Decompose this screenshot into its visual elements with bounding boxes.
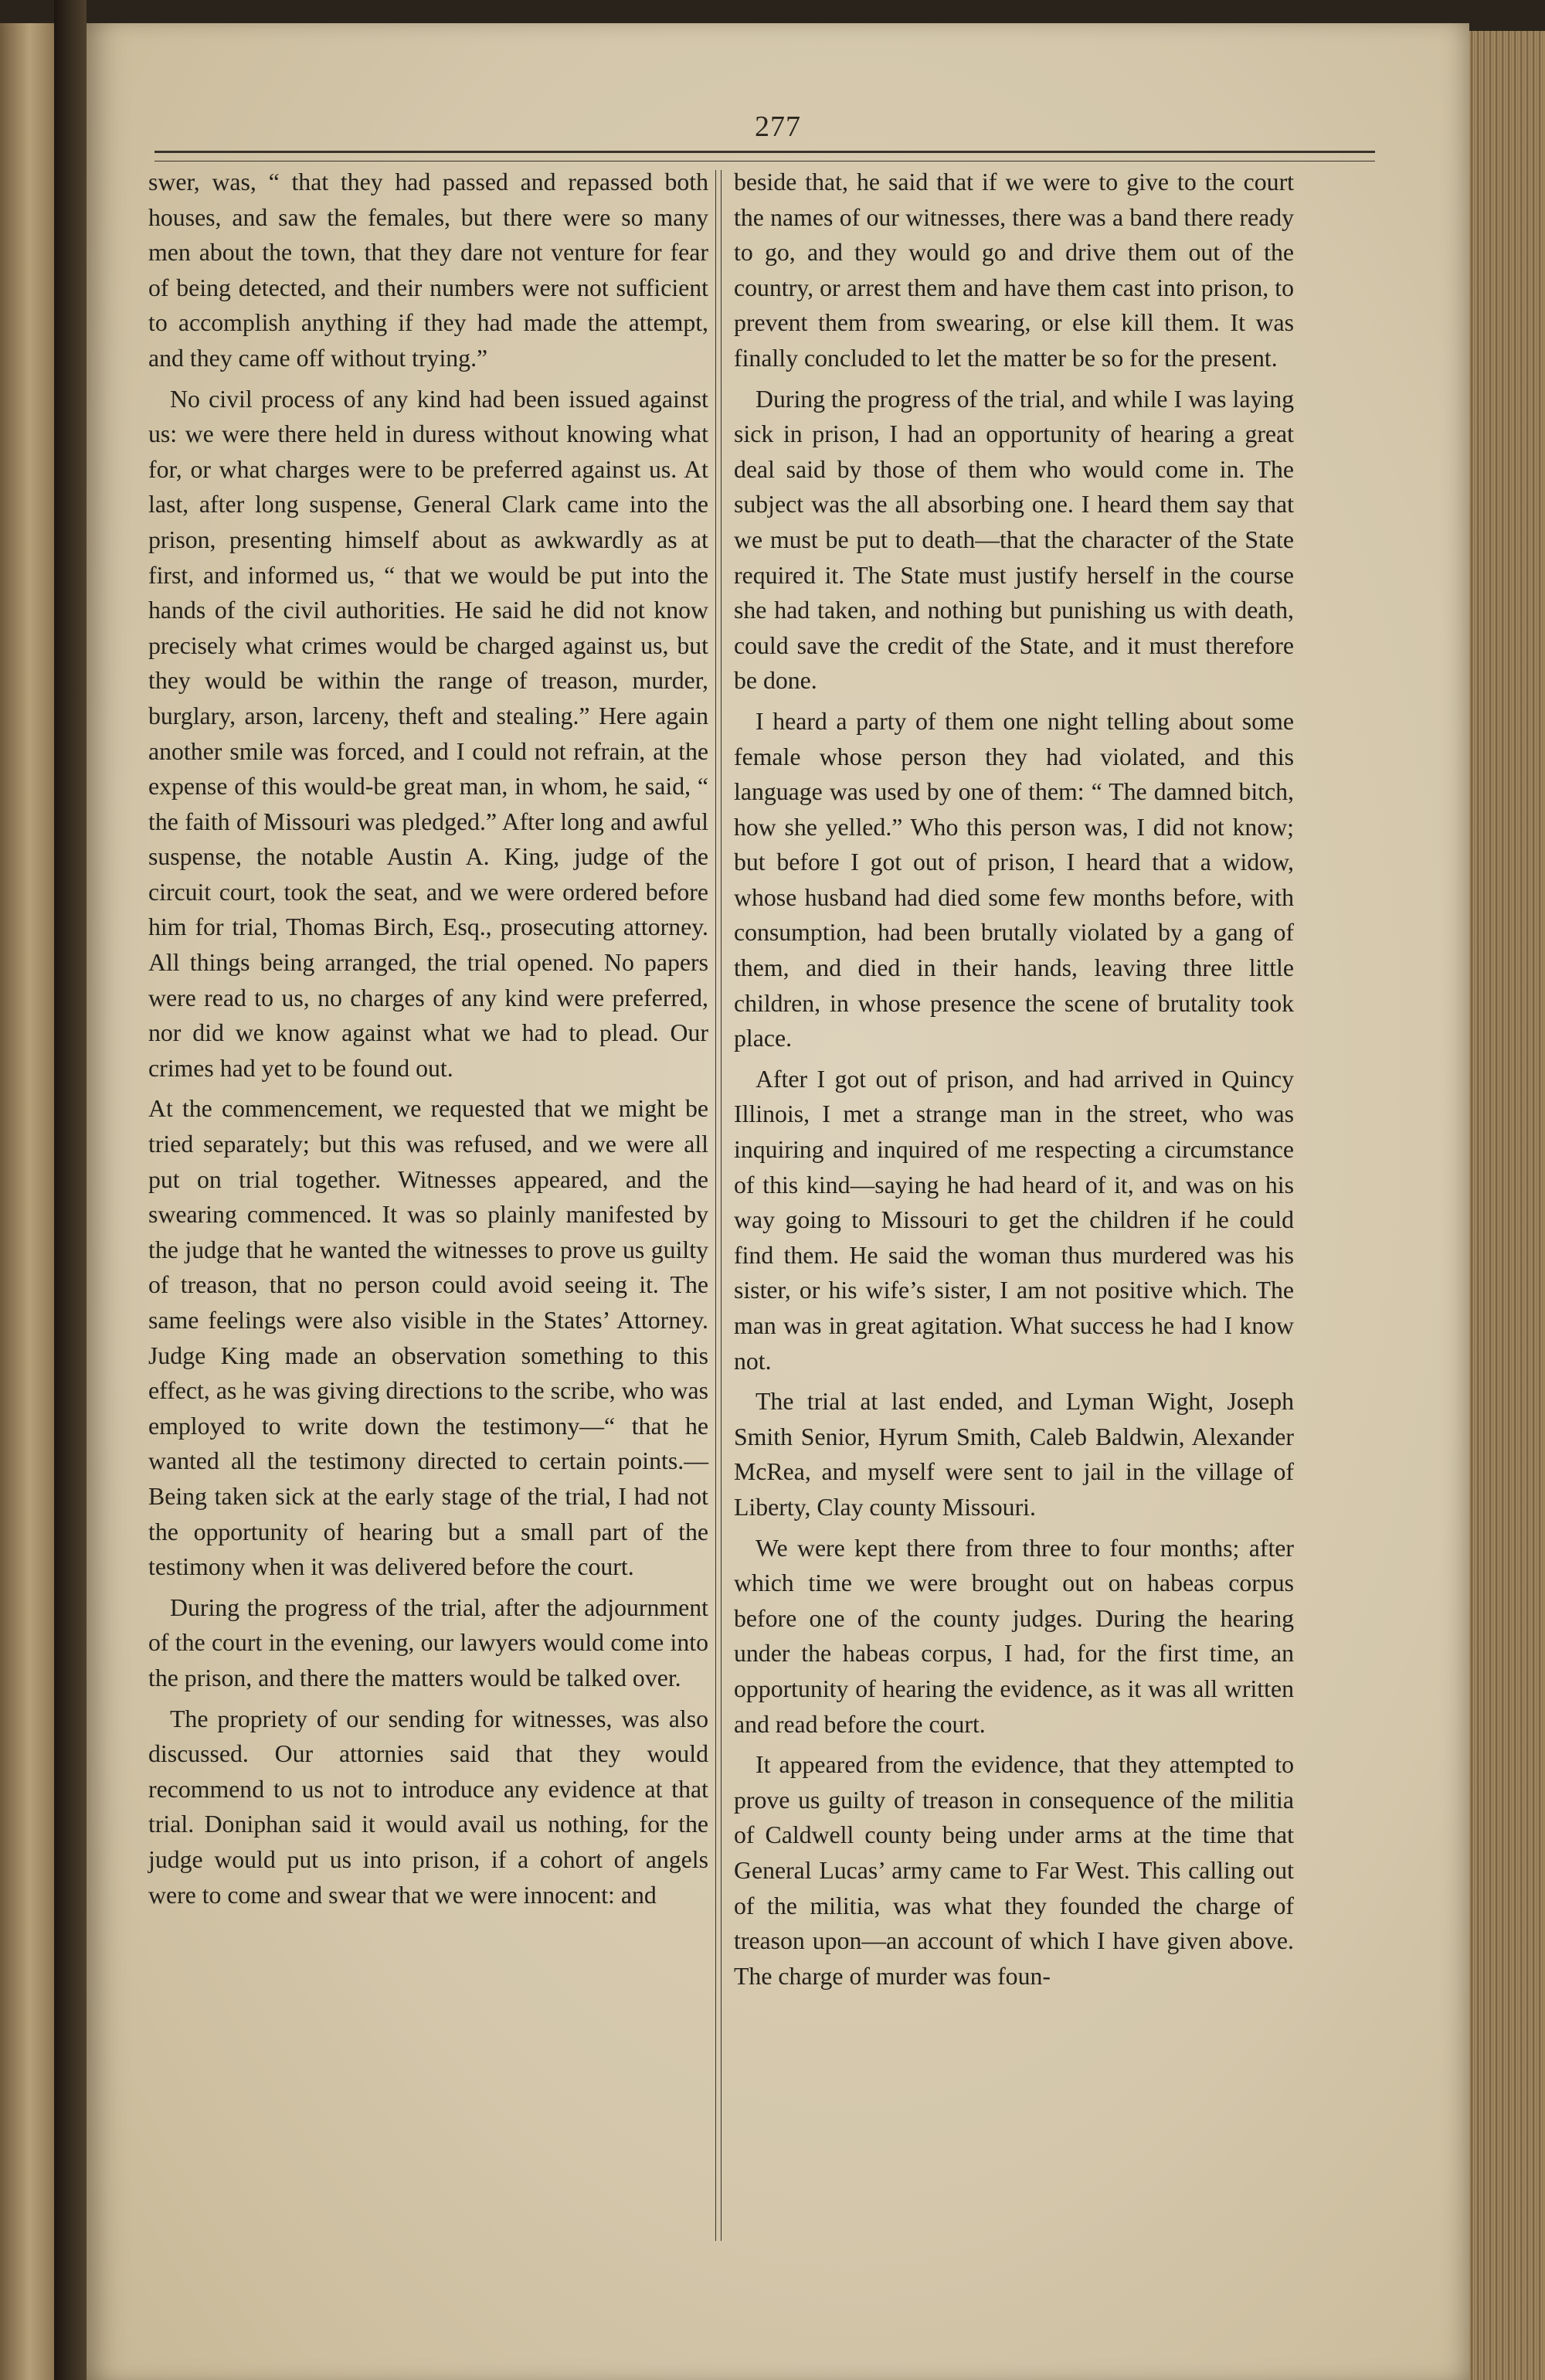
paragraph: At the commencement, we requested that we might be tried separately; but this was refused, and we were all put on trial together. Witnesses appeared, and the swearing commenced. It was so plainly manifested by the judge that he wanted the witnesses to prove us guilty of treason, that no person could avoid seeing it. The same feelings were also visible in the States’ Attorney. Judge King made an observation something to this effect, as he was giving directions to the scribe, who was employed to write down the testimony—“ that he wanted all the testimony directed to certain points.—Being taken sick at the early stage of the trial, I had not the opportunity of hearing but a small part of the testimony when it was delivered before the court.: [148, 1095, 708, 1581]
book-page: [87, 23, 1469, 2380]
page-stack-edge: [1468, 31, 1545, 2380]
paragraph: It appeared from the evidence, that they attempted to prove us guilty of treason in consequence of the militia of Caldwell county being under arms at the time that General Lucas’ army came to Far West. This calling out of the militia, was what they founded the charge of treason upon—an account of which I have given above. The charge of murder was foun-: [734, 1751, 1294, 1990]
paragraph: During the progress of the trial, and while I was laying sick in prison, I had an opportunity of hearing a great deal said by those of them who would come in. The subject was the all absorbing one. I heard them say that we must be put to death—that the character of the State required it. The State must justify herself in the course she had taken, and nothing but punishing us with death, could save the credit of the State, and it must therefore be done.: [734, 385, 1294, 695]
paragraph: The trial at last ended, and Lyman Wight, Joseph Smith Senior, Hyrum Smith, Caleb Baldwin, Alexander McRea, and myself were sent to jail in the village of Liberty, Clay county Missouri.: [734, 1388, 1294, 1521]
paragraph: The propriety of our sending for witnesses, was also discussed. Our attornies said that they would recommend to us not to introduce any evidence at that trial. Doniphan said it would avail us nothing, for the judge would put us into prison, if a cohort of angels were to come and swear that we were innocent: and: [148, 1705, 708, 1909]
paragraph: We were kept there from three to four months; after which time we were brought out on habeas corpus before one of the county judges. During the hearing under the habeas corpus, I had, for the first time, an opportunity of hearing the evidence, as it was all written and read before the court.: [734, 1534, 1294, 1738]
paragraph: During the progress of the trial, after the adjournment of the court in the evening, our lawyers would come into the prison, and there the matters would be talked over.: [148, 1593, 708, 1692]
right-column: [734, 165, 1294, 1999]
paragraph: swer, was, “ that they had passed and repassed both houses, and saw the females, but there were so many men about the town, that they dare not venture for fear of being detected, and their numbers were not sufficient to accomplish anything if they had made the attempt, and they came off without trying.”: [148, 168, 708, 372]
page-number: 277: [755, 110, 801, 143]
paragraph: beside that, he said that if we were to give to the court the names of our witnesses, there was a band there ready to go, and they would go and drive them out of the country, or arrest them and have them cast into prison, to prevent them from swearing, or else kill them. It was finally concluded to let the matter be so for the present.: [734, 168, 1294, 372]
previous-page-edge: [0, 23, 54, 2380]
header-rule: [154, 151, 1375, 162]
left-column: [148, 165, 708, 1918]
book-gutter: [54, 0, 87, 2380]
column-divider: [715, 170, 722, 2241]
paragraph: I heard a party of them one night telling about some female whose person they had violated, and this language was used by one of them: “ The damned bitch, how she yelled.” Who this person was, I did not know; but before I got out of prison, I heard that a widow, whose husband had died some few months before, with consumption, had been brutally violated by a gang of them, and died in their hands, leaving three little children, in whose presence the scene of brutality took place.: [734, 707, 1294, 1052]
paragraph: After I got out of prison, and had arrived in Quincy Illinois, I met a strange man in the street, who was inquiring and inquired of me respecting a circumstance of this kind—saying he had heard of it, and was on his way going to Missouri to get the children if he could find them. He said the woman thus murdered was his sister, or his wife’s sister, I am not positive which. The man was in great agitation. What success he had I know not.: [734, 1065, 1294, 1375]
paragraph: No civil process of any kind had been issued against us: we were there held in duress without knowing what for, or what charges were to be preferred against us. At last, after long suspense, General Clark came into the prison, presenting himself about as awkwardly as at first, and informed us, “ that we would be put into the hands of the civil authorities. He said he did not know precisely what crimes would be charged against us, but they would be within the range of treason, murder, burglary, arson, larceny, theft and stealing.” Here again another smile was forced, and I could not refrain, at the expense of this would-be great man, in whom, he said, “ the faith of Missouri was pledged.” After long and awful suspense, the notable Austin A. King, judge of the circuit court, took the seat, and we were ordered before him for trial, Thomas Birch, Esq., prosecuting attorney. All things being arranged, the trial opened. No papers were read to us, no charges of any kind were preferred, nor did we know against what we had to plead. Our crimes had yet to be found out.: [148, 385, 708, 1082]
